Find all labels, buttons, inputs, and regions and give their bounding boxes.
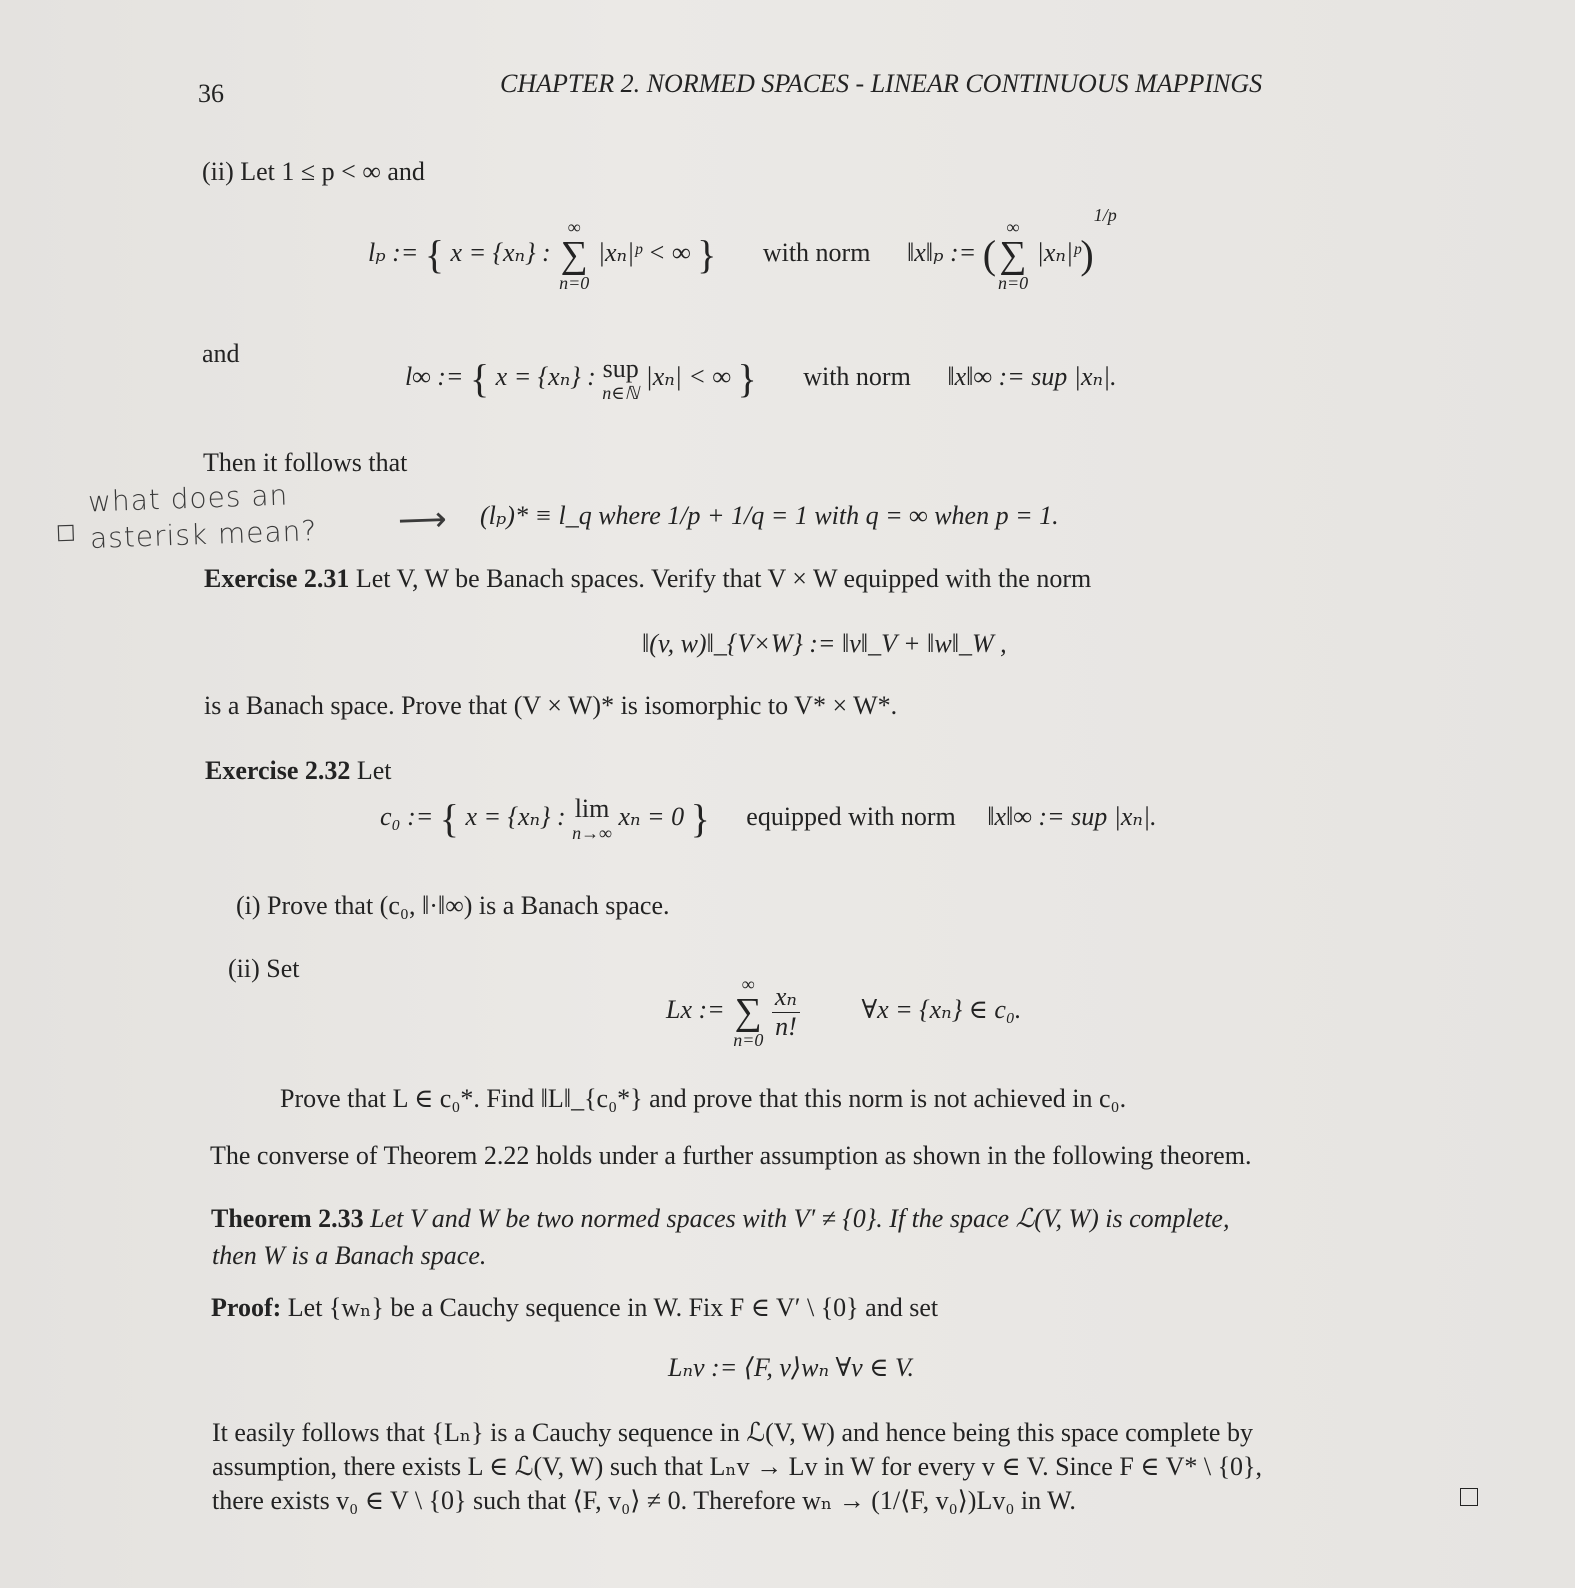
exercise-2-32 [205,755,392,786]
equipped-label: equipped with norm [746,801,956,831]
product-norm-formula: ‖(v, w)‖_{V×W} := ‖v‖_V + ‖w‖_W , [642,629,1007,658]
exercise-2-32-ii: (ii) Set [228,954,300,983]
page-number: 36 [198,79,224,108]
proof-line4: there exists v₀ ∈ V \ {0} such that ⟨F, v₀⟩ ≠ 0. Therefore wₙ → (1/⟨F, v₀⟩)Lv₀ in W. [212,1486,1076,1515]
lp-definition: lₚ := { x = {xₙ} : ∞ ∑ n=0 |xₙ|ᵖ < ∞ } with norm ‖x‖ₚ := ( ∞ ∑ n=0 |xₙ|ᵖ)$^{1/p}$ [368,205,1117,294]
and-label: and [202,339,240,368]
linf-norm: ‖x‖∞ := sup |xₙ|. [947,361,1117,391]
linf-set: x = {xₙ} : [495,361,596,391]
exercise-2-31 [204,563,1091,594]
proof-line2: It easily follows that {Lₙ} is a Cauchy sequence in ℒ(V, W) and hence being this space complete by [212,1418,1253,1447]
sup-operator: sup n∈ℕ [602,354,640,403]
lp-norm-lhs: ‖x‖ₚ := [906,238,977,267]
sum-symbol: ∞ ∑ n=0 [559,217,590,294]
forall-condition: ∀x = {xₙ} ∈ c₀. [861,994,1022,1024]
c0-definition: c₀ := { x = {xₙ} : lim n→∞ xₙ = 0 } equipped with norm ‖x‖∞ := sup |xₙ|. [380,794,1157,843]
dual-space-statement: (lₚ)* ≡ l_q where 1/p + 1/q = 1 with q = ∞ when p = 1. [480,501,1059,530]
linf-definition: l∞ := { x = {xₙ} : sup n∈ℕ |xₙ| < ∞ } with norm ‖x‖∞ := sup |xₙ|. [405,354,1117,403]
exercise-2-31-conclusion: is a Banach space. Prove that (V × W)* is isomorphic to V* × W*. [204,691,898,720]
proof-label: Proof: [211,1293,282,1322]
theorem-2-33 [211,1203,1229,1234]
theorem-text: Let V and W be two normed spaces with V′ ≠ {0}. If the space ℒ(V, W) is complete, [370,1204,1230,1233]
c0-condition: xₙ = 0 [618,801,685,831]
sum-symbol: ∞ ∑ n=0 [733,974,764,1050]
linf-condition: |xₙ| < ∞ [645,361,731,391]
c0-set: x = {xₙ} : [465,801,566,831]
exercise-label: Exercise 2.32 [205,756,351,785]
proof-text: Let {wₙ} be a Cauchy sequence in W. Fix F ∈ V′ \ {0} and set [287,1293,939,1322]
c0-norm: ‖x‖∞ := sup |xₙ|. [987,801,1157,831]
fraction: $\frac{\text{xₙ}}{n!}$ [772,983,800,1041]
lp-norm-exponent: 1/p [1093,205,1117,225]
lp-lhs: lₚ := [368,238,419,267]
L-lhs: Lx := [666,994,725,1024]
theorem-label: Theorem 2.33 [211,1204,364,1233]
exercise-2-32-prove: Prove that L ∈ c₀*. Find ‖L‖_{c₀*} and prove that this norm is not achieved in c₀. [280,1084,1127,1113]
arrow-icon: ⟶ [397,499,449,541]
proof-line3: assumption, there exists L ∈ ℒ(V, W) such that Lₙv → Lv in W for every v ∈ V. Since F ∈ V* \ {0}, [212,1452,1263,1481]
handwritten-note-line2: asterisk mean? [89,514,318,555]
let-text: Let [356,756,392,785]
lp-set: x = {xₙ} : [450,238,551,267]
with-norm-label: with norm [762,238,871,267]
converse-text: The converse of Theorem 2.22 holds under a further assumption as shown in the following theorem. [210,1141,1252,1170]
exercise-text: Let V, W be Banach spaces. Verify that V × W equipped with the norm [355,564,1092,593]
L-definition [666,975,1021,1049]
Ln-formula: Lₙv := ⟨F, v⟩wₙ ∀v ∈ V. [668,1353,914,1382]
linf-lhs: l∞ := [405,361,464,391]
sum-symbol: ∞ ∑ n=0 [998,217,1029,294]
qed-icon [1460,1488,1478,1506]
chapter-header: CHAPTER 2. NORMED SPACES - LINEAR CONTINUOUS MAPPINGS [500,69,1263,98]
exercise-2-32-i: (i) Prove that (c₀, ‖·‖∞) is a Banach space. [236,891,670,920]
lim-operator: lim n→∞ [572,794,612,843]
part-ii-intro: (ii) Let 1 ≤ p < ∞ and [202,157,425,186]
handwritten-note-line1: what does an [87,478,289,519]
c0-lhs: c₀ := [380,801,434,831]
checkbox-icon: ☐ [55,521,78,548]
lp-norm-body: |xₙ|ᵖ [1036,238,1081,267]
lp-condition: |xₙ|ᵖ < ∞ [597,238,691,267]
proof [211,1292,938,1323]
theorem-text-line2: then W is a Banach space. [212,1241,487,1270]
then-text: Then it follows that [203,448,408,477]
with-norm-label: with norm [803,361,911,391]
exercise-label: Exercise 2.31 [204,564,350,593]
